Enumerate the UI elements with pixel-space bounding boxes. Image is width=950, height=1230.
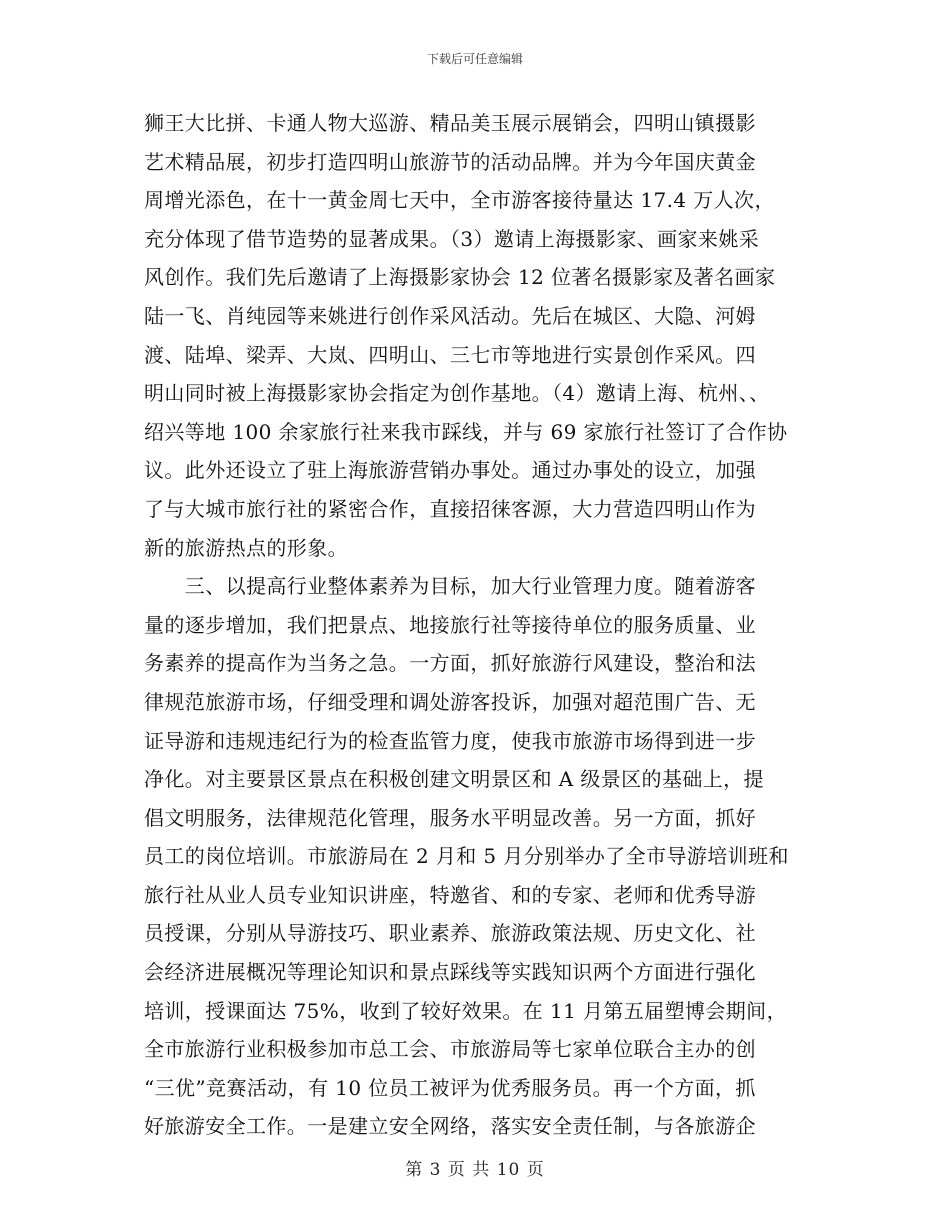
body-line: 了与大城市旅行社的紧密合作，直接招徕客源，大力营造四明山作为 <box>144 496 756 521</box>
body-line: 狮王大比拼、卡通人物大巡游、精品美玉展示展销会，四明山镇摄影 <box>144 111 756 135</box>
body-line: 三、以提高行业整体素养为目标，加大行业管理力度。随着游客 <box>144 574 756 599</box>
body-line: 员授课，分别从导游技巧、职业素养、旅游政策法规、历史文化、社 <box>144 921 756 946</box>
body-line: “三优”竞赛活动，有 10 位员工被评为优秀服务员。再一个方面，抓 <box>144 1075 756 1100</box>
body-line: 陆一飞、肖纯园等来姚进行创作采风活动。先后在城区、大隐、河姆 <box>144 303 756 328</box>
body-line: 明山同时被上海摄影家协会指定为创作基地。（4）邀请上海、杭州、、 <box>144 381 770 406</box>
body-line: 量的逐步增加，我们把景点、地接旅行社等接待单位的服务质量、业 <box>144 612 756 637</box>
body-line: 充分体现了借节造势的显著成果。（3）邀请上海摄影家、画家来姚采 <box>144 226 760 251</box>
body-line: 培训，授课面达 75%，收到了较好效果。在 11 月第五届塑博会期间， <box>144 998 787 1023</box>
body-line: 旅行社从业人员专业知识讲座，特邀省、和的专家、老师和优秀导游 <box>144 882 756 907</box>
body-line: 律规范旅游市场，仔细受理和调处游客投诉，加强对超范围广告、无 <box>144 689 756 714</box>
body-line: 倡文明服务，法律规范化管理，服务水平明显改善。另一方面，抓好 <box>144 805 756 830</box>
body-line: 净化。对主要景区景点在积极创建文明景区和 A 级景区的基础上，提 <box>144 767 764 792</box>
body-line: 风创作。我们先后邀请了上海摄影家协会 12 位著名摄影家及著名画家 <box>144 265 776 290</box>
body-line: 会经济进展概况等理论知识和景点踩线等实践知识两个方面进行强化 <box>144 960 756 985</box>
body-line: 艺术精品展，初步打造四明山旅游节的活动品牌。并为今年国庆黄金 <box>144 149 756 174</box>
body-line: 全市旅游行业积极参加市总工会、市旅游局等七家单位联合主办的创 <box>144 1037 756 1062</box>
body-line: 证导游和违规违纪行为的检查监管力度，使我市旅游市场得到进一步 <box>144 728 756 753</box>
body-line: 务素养的提高作为当务之急。一方面，抓好旅游行风建设，整治和法 <box>144 651 756 676</box>
body-line: 好旅游安全工作。一是建立安全网络，落实安全责任制，与各旅游企 <box>144 1114 756 1139</box>
document-body <box>144 104 814 1146</box>
body-line: 议。此外还设立了驻上海旅游营销办事处。通过办事处的设立，加强 <box>144 458 756 483</box>
page-header-note: 下载后可任意编辑 <box>426 52 523 66</box>
body-line: 渡、陆埠、梁弄、大岚、四明山、三七市等地进行实景创作采风。四 <box>144 342 756 367</box>
body-line: 周增光添色，在十一黄金周七天中，全市游客接待量达 17.4 万人次， <box>144 188 775 213</box>
body-line: 员工的岗位培训。市旅游局在 2 月和 5 月分别举办了全市导游培训班和 <box>144 844 789 869</box>
body-line: 绍兴等地 100 余家旅行社来我市踩线，并与 69 家旅行社签订了合作协 <box>144 419 788 444</box>
body-line: 新的旅游热点的形象。 <box>144 535 348 560</box>
page-number: 第 3 页 共 10 页 <box>405 1160 545 1180</box>
